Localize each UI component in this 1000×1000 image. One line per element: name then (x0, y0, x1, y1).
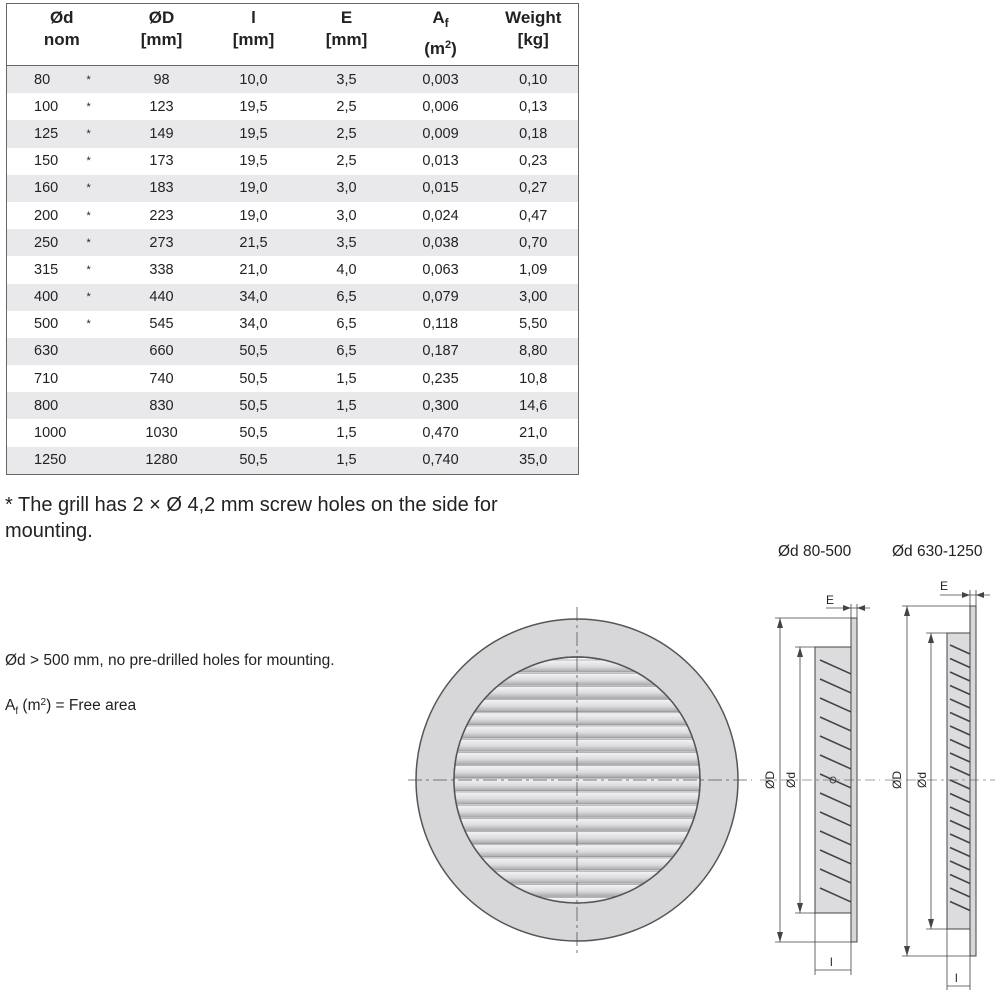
cell-E: 1,5 (336, 370, 357, 387)
cell-D: 830 (117, 392, 207, 419)
cell-l: 50,5 (207, 447, 301, 475)
cell-weight: 21,0 (519, 425, 548, 442)
cell-d-nom: 100 (34, 98, 59, 115)
header-weight: Weight [kg] (489, 4, 579, 66)
cell-d-nom: 1250 (7, 447, 87, 475)
cell-d-nom: 500 (34, 316, 59, 333)
cell-weight: 3,00 (489, 284, 579, 311)
header-d-nom: Ød nom (7, 4, 117, 66)
cell-E: 6,5 (336, 316, 357, 333)
cell-D: 1280 (117, 447, 207, 475)
cell-E: 3,5 (301, 66, 393, 94)
cell-d-nom: 710 (34, 370, 59, 387)
cell-D: 149 (117, 120, 207, 147)
cell-l: 19,5 (239, 98, 268, 115)
cell-d-nom: 125 (7, 120, 87, 147)
cell-d-nom: 630 (7, 338, 87, 365)
header-E: E [mm] (301, 4, 393, 66)
cell-Af: 0,118 (422, 316, 459, 333)
cell-D: 123 (149, 98, 174, 115)
dim-E-small: E (826, 593, 835, 607)
cell-d-nom: 250 (7, 229, 87, 256)
cell-weight: 8,80 (489, 338, 579, 365)
cell-Af: 0,300 (393, 392, 489, 419)
cell-Af: 0,187 (393, 338, 489, 365)
cell-d-nom: 400 (7, 284, 87, 311)
cell-E: 3,5 (301, 229, 393, 256)
cell-d-nom: 200 (34, 207, 59, 224)
cell-D: 338 (149, 261, 174, 278)
cell-E: 1,5 (301, 392, 393, 419)
cell-D: 660 (117, 338, 207, 365)
cell-D: 173 (149, 153, 174, 170)
dim-D-small: ØD (763, 771, 777, 789)
cell-mounting-star: * (87, 284, 117, 311)
flange-large (970, 606, 976, 956)
dim-D-large: ØD (890, 771, 904, 789)
screw-hole-footnote: * The grill has 2 × Ø 4,2 mm screw holes on the side for mounting. (5, 494, 498, 542)
dim-l-small: l (830, 955, 833, 969)
cell-Af: 0,015 (393, 175, 489, 202)
cell-l: 50,5 (207, 392, 301, 419)
free-area-note: $A_f$ $(m^2)$ = Free area (5, 697, 137, 717)
cell-l: 50,5 (239, 425, 268, 442)
cell-d-nom: 315 (34, 261, 59, 278)
cell-weight: 35,0 (489, 447, 579, 475)
cell-mounting-star: * (87, 66, 117, 94)
cell-weight: 0,70 (489, 229, 579, 256)
cell-D: 223 (149, 207, 174, 224)
cell-l: 19,0 (207, 175, 301, 202)
cell-Af: 0,009 (393, 120, 489, 147)
cell-weight: 0,13 (519, 98, 548, 115)
variant-label-large: Ød 630-1250 (892, 543, 983, 560)
cell-d-nom: 80 (7, 66, 87, 94)
cell-l: 19,5 (207, 120, 301, 147)
cell-l: 50,5 (207, 338, 301, 365)
cell-mounting-star: * (86, 155, 91, 168)
cell-E: 3,0 (301, 175, 393, 202)
cell-l: 21,0 (239, 261, 268, 278)
side-view-large (885, 579, 995, 990)
cell-Af: 0,038 (393, 229, 489, 256)
cell-D: 545 (149, 316, 174, 333)
cell-d-nom: 800 (7, 392, 87, 419)
cell-E: 6,5 (301, 338, 393, 365)
cell-weight: 0,18 (489, 120, 579, 147)
header-Af: $A_f$ $(m^2)$ (393, 4, 489, 66)
cell-mounting-star: * (87, 229, 117, 256)
cell-l: 21,5 (207, 229, 301, 256)
cell-mounting-star: * (86, 209, 91, 222)
cell-d-nom: 1000 (34, 425, 67, 442)
dim-E-large: E (940, 579, 949, 593)
cell-l: 10,0 (207, 66, 301, 94)
cell-mounting-star: * (86, 318, 91, 331)
cell-D: 183 (117, 175, 207, 202)
dim-l-large: l (955, 971, 958, 985)
cell-Af: 0,470 (422, 425, 459, 442)
cell-weight: 0,10 (489, 66, 579, 94)
cell-l: 34,0 (207, 284, 301, 311)
side-view-small (760, 593, 880, 975)
cell-mounting-star: * (87, 120, 117, 147)
cell-l: 50,5 (239, 370, 268, 387)
dim-d-large-label: Ød (915, 771, 929, 789)
cell-weight: 5,50 (519, 316, 548, 333)
cell-D: 1030 (145, 425, 178, 442)
cell-mounting-star: * (86, 263, 91, 276)
cell-E: 1,5 (301, 447, 393, 475)
cell-weight: 14,6 (489, 392, 579, 419)
cell-l: 19,0 (239, 207, 268, 224)
cell-Af: 0,013 (422, 153, 459, 170)
grille-front-view (408, 607, 752, 955)
cell-Af: 0,740 (393, 447, 489, 475)
cell-E: 2,5 (336, 98, 357, 115)
cell-Af: 0,079 (393, 284, 489, 311)
cell-D: 440 (117, 284, 207, 311)
cell-E: 2,5 (336, 153, 357, 170)
dim-d-small-label: Ød (784, 771, 798, 789)
cell-weight: 0,23 (519, 153, 548, 170)
cell-mounting-star: * (86, 100, 91, 113)
cell-E: 4,0 (336, 261, 357, 278)
cell-weight: 1,09 (519, 261, 548, 278)
cell-D: 740 (149, 370, 174, 387)
cell-l: 34,0 (239, 316, 268, 333)
cell-E: 6,5 (301, 284, 393, 311)
cell-mounting-star: * (87, 175, 117, 202)
cell-weight: 0,47 (519, 207, 548, 224)
cell-Af: 0,006 (422, 98, 459, 115)
cell-D: 98 (117, 66, 207, 94)
no-holes-note: Ød > 500 mm, no pre-drilled holes for mounting. (5, 652, 335, 669)
cell-l: 19,5 (239, 153, 268, 170)
cell-d-nom: 160 (7, 175, 87, 202)
cell-weight: 0,27 (489, 175, 579, 202)
cell-weight: 10,8 (519, 370, 548, 387)
cell-Af: 0,024 (422, 207, 459, 224)
cell-Af: 0,003 (393, 66, 489, 94)
cell-Af: 0,063 (422, 261, 459, 278)
cell-D: 273 (117, 229, 207, 256)
variant-label-small: Ød 80-500 (778, 543, 852, 560)
cell-d-nom: 150 (34, 153, 59, 170)
header-D: ØD [mm] (117, 4, 207, 66)
cell-Af: 0,235 (422, 370, 459, 387)
cell-E: 1,5 (336, 425, 357, 442)
cell-E: 2,5 (301, 120, 393, 147)
header-l: l [mm] (207, 4, 301, 66)
cell-E: 3,0 (336, 207, 357, 224)
